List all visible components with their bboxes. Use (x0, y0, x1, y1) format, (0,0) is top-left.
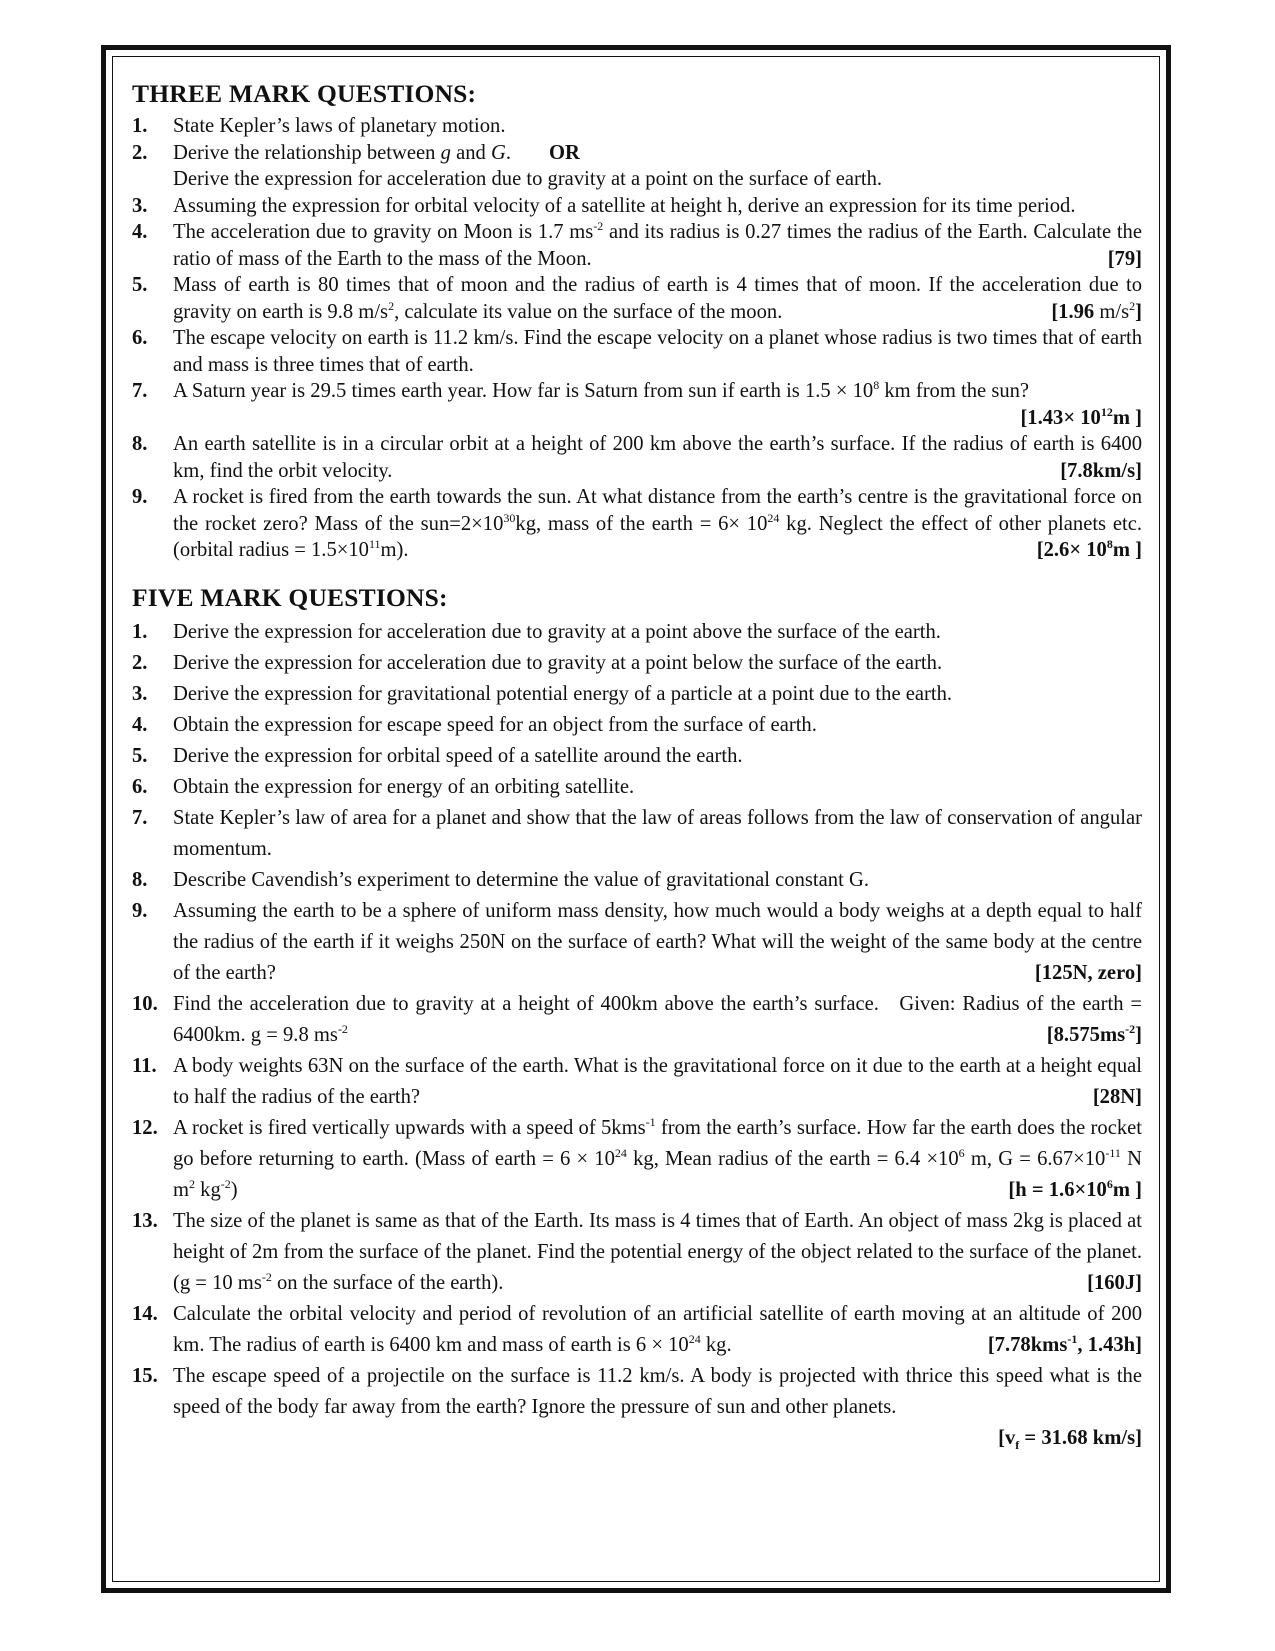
question-item (132, 325, 1142, 378)
question-text (173, 140, 1142, 167)
question-text: The acceleration due to gravity on Moon is 1.7 $ms^{-2}$ and its radius is 0.27 times the radius of the Earth. Calculate the ratio of mass of the Earth to the mass of the Moon. [79] (173, 219, 1142, 272)
question-item (132, 113, 1142, 140)
question-number: 15. (132, 1364, 158, 1387)
answer: [$h = 1.6\times 10^6m$ ] (1008, 1176, 1142, 1201)
question-item (132, 378, 1142, 431)
question-number: 6. (132, 327, 148, 349)
question-item (132, 272, 1142, 325)
answer: [$2.6\times 10^8m$ ] (1036, 537, 1142, 561)
question-text: Obtain the expression for energy of an orbiting satellite. (173, 775, 635, 798)
answer: [7.8km/s] (1060, 459, 1142, 482)
question-number: 2. (132, 141, 148, 164)
question-number: 3. (132, 682, 148, 705)
question-number: 8. (132, 868, 148, 891)
question-text: Mass of earth is 80 times that of moon and the radius of earth is 4 times that of moon. If the acceleration due to gravity on earth is 9.8 $m/s^2$, calculate its value on the surface of the moon. [1.96 $m/s^2$] (173, 272, 1142, 325)
question-item (132, 1299, 1142, 1361)
question-text: A Saturn year is 29.5 times earth year. How far is Saturn from sun if earth is $1.5 \times 10^8$ km from the sun? [$1.43\times 10^{12}m$ ] (173, 378, 1142, 429)
question-text (173, 1051, 1142, 1113)
question-number: 9. (132, 486, 148, 508)
question-number: 3. (132, 194, 148, 217)
question-item (132, 484, 1142, 564)
question-number: 13. (132, 1209, 158, 1232)
answer: [28N] (1092, 1085, 1142, 1108)
or-label: OR (548, 141, 580, 164)
question-item (132, 219, 1142, 272)
question-text: State Kepler’s laws of planetary motion. (173, 115, 506, 137)
question-text: Obtain the expression for escape speed for an object from the surface of earth. (173, 713, 817, 736)
question-number: 11. (132, 1054, 157, 1077)
question-item (132, 617, 1142, 648)
question-number: 10. (132, 992, 158, 1015)
question-text: Calculate the orbital velocity and period of revolution of an artificial satellite of earth moving at an altitude of 200 km. The radius of earth is 6400 km and mass of earth is $6 \times 10^{24}$ kg. [7.78kms$^{-1}$, 1.43h] (173, 1299, 1142, 1361)
question-number: 4. (132, 713, 148, 736)
three-mark-list (132, 113, 1142, 564)
answer: [$1.43\times 10^{12}m$ ] (1020, 404, 1142, 429)
question-item (132, 679, 1142, 710)
question-text-alternative: Derive the expression for acceleration due to gravity at a point on the surface of earth. (173, 168, 883, 190)
question-number: 12. (132, 1116, 158, 1139)
question-text: Derive the expression for gravitational potential energy of a particle at a point due to the earth. (173, 682, 953, 705)
question-text-part: Derive the relationship between g and G. (173, 141, 511, 164)
question-text: The escape velocity on earth is 11.2 km/s. Find the escape velocity on a planet whose radius is two times that of earth and mass is three times that of earth. (173, 327, 1142, 376)
question-item (132, 989, 1142, 1051)
five-mark-list (132, 617, 1142, 1454)
question-text (173, 1361, 1142, 1454)
answer: [7.78kms$^{-1}$, 1.43h] (987, 1331, 1142, 1356)
answer: [79] (1107, 247, 1142, 270)
answer: [1.96 $m/s^2$] (1051, 298, 1142, 323)
question-item (132, 1051, 1142, 1113)
question-text: Derive the expression for orbital speed of a satellite around the earth. (173, 744, 743, 767)
question-number: 2. (132, 651, 148, 674)
question-item (132, 1361, 1142, 1454)
question-number: 5. (132, 744, 148, 767)
question-number: 7. (132, 380, 148, 402)
answer: [125N, zero] (1034, 961, 1142, 984)
answer: $[8.575ms^{-2}]$ (1046, 1021, 1142, 1046)
question-text: Derive the expression for acceleration due to gravity at a point below the surface of the earth. (173, 651, 943, 674)
question-text: Find the acceleration due to gravity at a height of 400km above the earth’s surface. Given: Radius of the earth = 6400km. g = 9.8 $ms^{-2}$ $[8.575ms^{-2}]$ (173, 989, 1142, 1051)
five-mark-heading: FIVE MARK QUESTIONS: (132, 582, 448, 612)
question-number: 8. (132, 433, 148, 455)
page-border (101, 45, 1171, 1593)
question-text: A rocket is fired vertically upwards with a speed of 5kms$^{-1}$ from the earth’s surface. How far the earth does the rocket go before returning to earth. (Mass of earth = $6 \times 10^{24}$ kg, Mean radius of the earth = $6.4 \times 10^6$ m, $G = 6.67\times 10^{-11}$ N $m^2$ $kg^{-2}$) [$h = 1.6\times 10^6m$ ] (173, 1113, 1142, 1206)
page-inner-border (112, 56, 1160, 1582)
question-text-body: A body weights 63N on the surface of the earth. What is the gravitational force on it due to the earth at a height equal to half the radius of the earth? (173, 1054, 1142, 1108)
question-number: 5. (132, 274, 148, 296)
question-item (132, 431, 1142, 484)
question-sheet (132, 79, 1142, 1454)
answer: [160J] (1087, 1271, 1142, 1294)
answer: [$v_f = 31.68$ km/s] (998, 1426, 1142, 1452)
question-item (132, 1206, 1142, 1299)
question-item (132, 741, 1142, 772)
question-number: 1. (132, 620, 148, 643)
question-item (132, 648, 1142, 679)
question-item (132, 1113, 1142, 1206)
question-text-body: Assuming the earth to be a sphere of uniform mass density, how much would a body weighs at a depth equal to half the radius of the earth if it weighs 250N on the surface of earth? What will the weight of the same body at the centre of the earth? (173, 899, 1142, 984)
question-item (132, 710, 1142, 741)
question-number: 7. (132, 806, 148, 829)
question-number: 14. (132, 1302, 158, 1325)
question-text (173, 896, 1142, 989)
question-item (132, 896, 1142, 989)
question-text: The size of the planet is same as that of the Earth. Its mass is 4 times that of Earth. An object of mass 2kg is placed at height of 2m from the surface of the planet. Find the potential energy of the object related to the surface of the planet. (g = 10 $ms^{-2}$ on the surface of the earth). [160J] (173, 1206, 1142, 1299)
question-item (132, 803, 1142, 865)
question-text: State Kepler’s law of area for a planet and show that the law of areas follows from the law of conservation of angular momentum. (173, 806, 1142, 860)
question-item (132, 140, 1142, 193)
question-text: Describe Cavendish’s experiment to determine the value of gravitational constant G. (173, 868, 869, 891)
question-item (132, 772, 1142, 803)
question-item (132, 865, 1142, 896)
question-number: 9. (132, 899, 148, 922)
question-number: 1. (132, 115, 148, 137)
question-text: A rocket is fired from the earth towards the sun. At what distance from the earth’s centre is the gravitational force on the rocket zero? Mass of the $sun=2\times 10^{30}kg$, mass of the earth = $6\times 10^{24}$ kg. Neglect the effect of other planets etc. (orbital radius = $1.5\times 10^{11}m$). [$2.6\times 10^8m$ ] (173, 484, 1142, 564)
question-item (132, 193, 1142, 220)
three-mark-heading: THREE MARK QUESTIONS: (132, 79, 477, 108)
question-number: 6. (132, 775, 148, 798)
question-number: 4. (132, 221, 148, 243)
question-text: An earth satellite is in a circular orbit at a height of 200 km above the earth’s surface. If the radius of earth is 6400 km, find the orbit velocity. [7.8km/s] (173, 431, 1142, 484)
question-text-body: The escape speed of a projectile on the surface is 11.2 km/s. A body is projected with thrice this speed what is the speed of the body far away from the earth? Ignore the pressure of sun and other planets. (173, 1364, 1142, 1418)
question-text: Assuming the expression for orbital velocity of a satellite at height h, derive an expression for its time period. (173, 194, 1076, 217)
question-text: Derive the expression for acceleration due to gravity at a point above the surface of the earth. (173, 620, 941, 643)
